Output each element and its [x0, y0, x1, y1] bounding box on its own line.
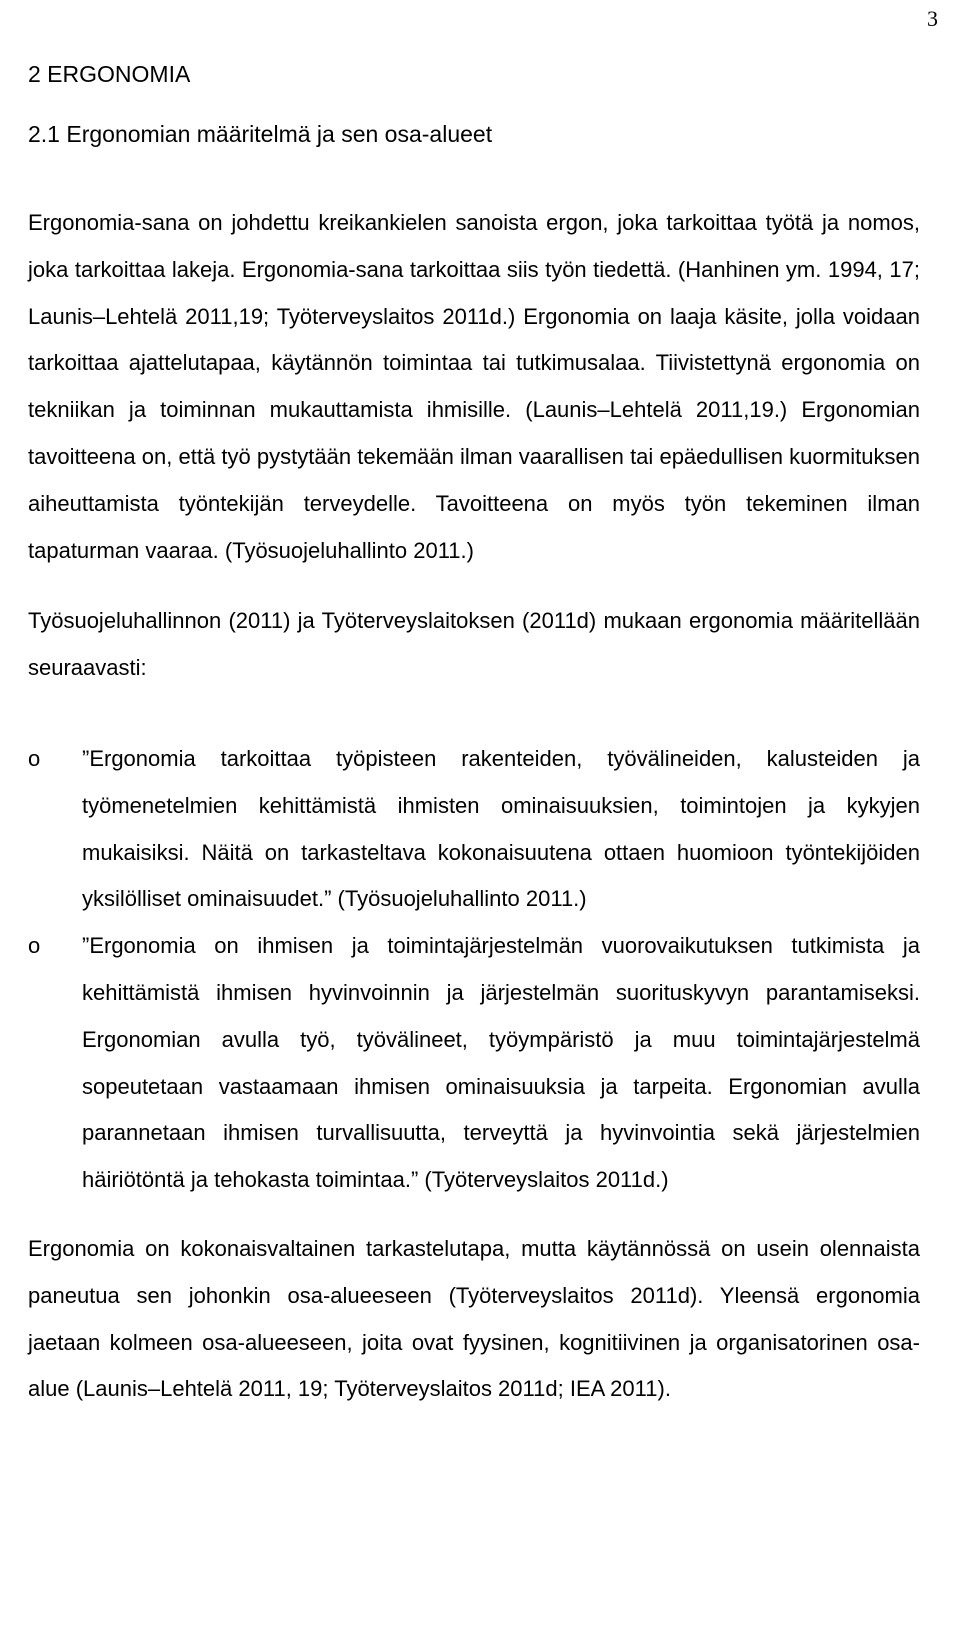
definition-text: ”Ergonomia tarkoittaa työpisteen rakenteiden, työvälineiden, kalusteiden ja työmenetelmien kehittämistä ihmisten ominaisuuksien, toimintojen ja kykyjen mukaisiksi. Näitä on tarkasteltava kokonaisuutena ottaen huomioon työntekijöiden yksilölliset ominaisuudet.” (Työsuojeluhallinto 2011.) [82, 745, 920, 912]
definition-item [28, 736, 920, 923]
closing-paragraph: Ergonomia on kokonaisvaltainen tarkastelutapa, mutta käytännössä on usein olennaista paneutua sen johonkin osa-alueeseen (Työterveyslaitos 2011d). Yleensä ergonomia jaetaan kolmeen osa-alueeseen, joita ovat fyysinen, kognitiivinen ja organisatorinen osa-alue (Launis–Lehtelä 2011, 19; Työterveyslaitos 2011d; IEA 2011). [28, 1235, 920, 1402]
definitions-list [28, 736, 920, 1204]
definition-item [28, 923, 920, 1204]
definitions-lead-paragraph: Työsuojeluhallinnon (2011) ja Työterveyslaitoksen (2011d) mukaan ergonomia määritellään seuraavasti: [28, 608, 920, 681]
section-heading: 2.1 Ergonomian määritelmä ja sen osa-alueet [28, 121, 493, 147]
document-body [28, 57, 920, 1413]
page-number: 3 [927, 6, 938, 31]
bullet-marker: o [28, 933, 41, 959]
chapter-heading: 2 ERGONOMIA [28, 61, 191, 87]
definition-text: ”Ergonomia on ihmisen ja toimintajärjestelmän vuorovaikutuksen tutkimista ja kehittämistä ihmisen hyvinvoinnin ja järjestelmän suorituskyvyn parantamiseksi. Ergonomian avulla työ, työvälineet, työympäristö ja muu toimintajärjestelmä sopeutetaan vastaamaan ihmisen ominaisuuksia ja tarpeita. Ergonomian avulla parannetaan ihmisen turvallisuutta, terveyttä ja hyvinvointia sekä järjestelmien häiriötöntä ja tehokasta toimintaa.” (Työterveyslaitos 2011d.) [82, 933, 920, 1193]
bullet-marker: o [28, 745, 41, 771]
intro-paragraph: Ergonomia-sana on johdettu kreikankielen sanoista ergon, joka tarkoittaa työtä ja nomos, joka tarkoittaa lakeja. Ergonomia-sana tarkoittaa siis työn tiedettä. (Hanhinen ym. 1994, 17; Launis–Lehtelä 2011,19; Työterveyslaitos 2011d.) Ergonomia on laaja käsite, jolla voidaan tarkoittaa ajattelutapaa, käytännön toimintaa tai tutkimusalaa. Tiivistettynä ergonomia on tekniikan ja toiminnan mukauttamista ihmisille. (Launis–Lehtelä 2011,19.) Ergonomian tavoitteena on, että työ pystytään tekemään ilman vaarallisen tai epäedullisen kuormituksen aiheuttamista työntekijän terveydelle. Tavoitteena on myös työn tekeminen ilman tapaturman vaaraa. (Työsuojeluhallinto 2011.) [28, 210, 920, 563]
